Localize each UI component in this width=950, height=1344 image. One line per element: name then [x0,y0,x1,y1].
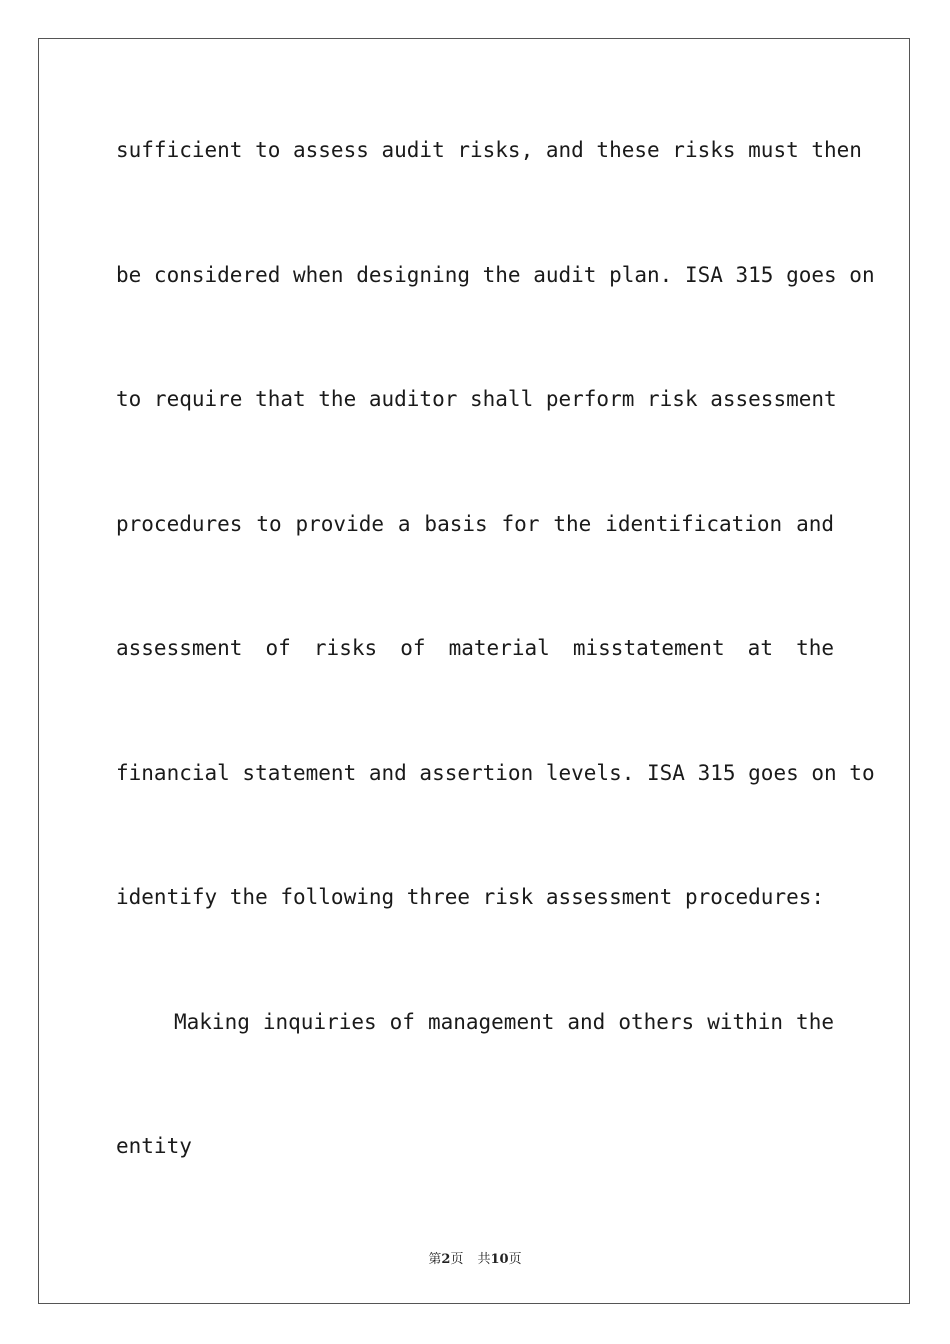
text-line-7: identify the following three risk assessment procedures: [116,885,825,909]
footer-page-number: 2 [441,1252,451,1267]
text-line-1: sufficient to assess audit risks, and these risks must then [116,138,862,162]
text-line-4: procedures to provide a basis for the identification and [116,512,834,536]
footer-total-prefix: 共 [477,1252,491,1267]
footer-page-suffix: 页 [450,1252,464,1267]
text-line-8: Making inquiries of management and others within the [174,1010,834,1034]
page-border [38,38,910,1304]
footer-total-suffix: 页 [508,1252,522,1267]
text-line-9: entity [116,1134,192,1158]
footer-page-prefix: 第 [428,1252,442,1267]
text-line-3: to require that the auditor shall perform risk assessment [116,387,837,411]
text-line-2: be considered when designing the audit plan. ISA 315 goes on [116,263,875,287]
text-line-5: assessment of risks of material misstatement at the [116,636,834,660]
footer-total-pages: 10 [490,1252,509,1267]
text-line-6: financial statement and assertion levels. ISA 315 goes on to [116,761,875,785]
page-footer [0,1248,950,1267]
